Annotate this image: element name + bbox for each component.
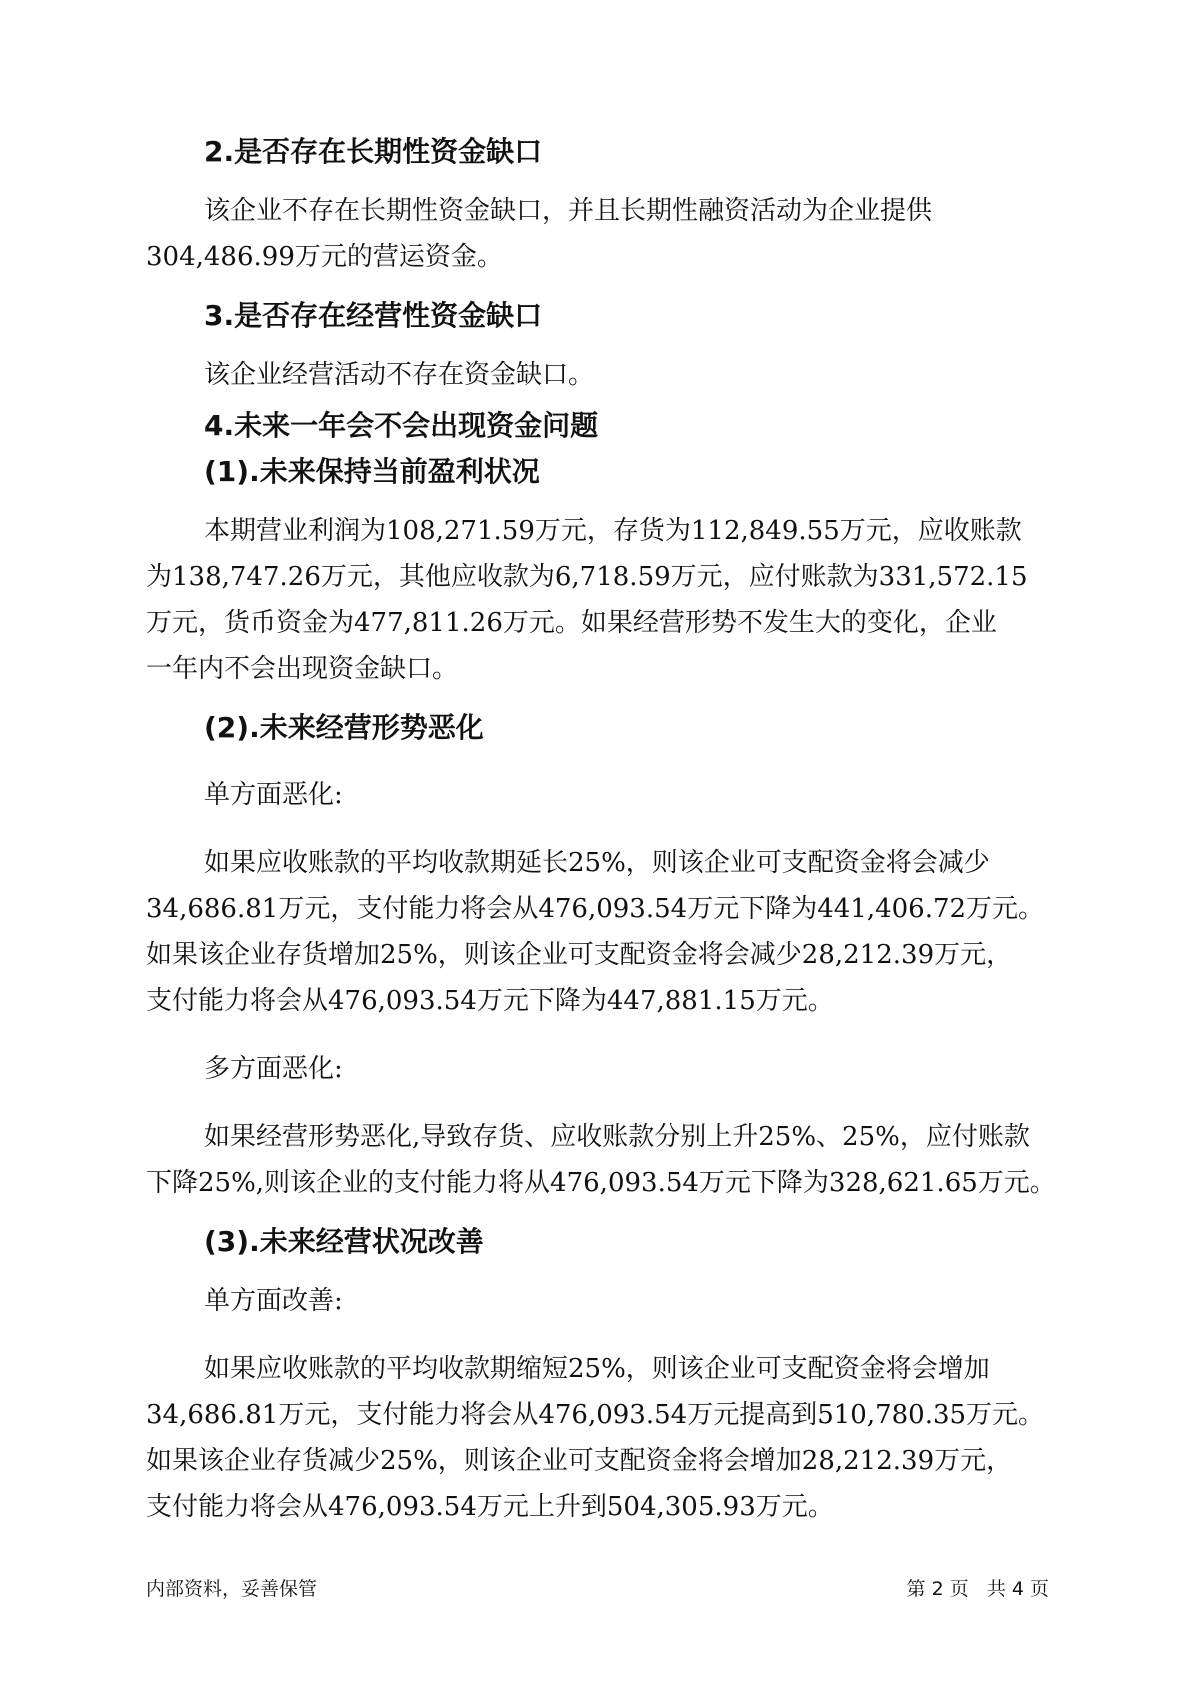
paragraph-line: 多方面恶化: xyxy=(204,1054,343,1084)
paragraph-line: 单方面改善: xyxy=(204,1286,343,1316)
paragraph-line: 304,486.99万元的营运资金。 xyxy=(146,242,503,272)
page-number: 第 2 页 共 4 页 xyxy=(906,1578,1049,1600)
paragraph-line: 本期营业利润为108,271.59万元，存货为112,849.55万元，应收账款 xyxy=(204,516,1022,546)
paragraph-line: 如果应收账款的平均收款期延长25%，则该企业可支配资金将会减少 xyxy=(204,848,990,878)
paragraph-line: 如果该企业存货减少25%，则该企业可支配资金将会增加28,212.39万元， xyxy=(146,1446,1013,1476)
paragraph-line: 支付能力将会从476,093.54万元下降为447,881.15万元。 xyxy=(146,986,834,1016)
paragraph-line: 支付能力将会从476,093.54万元上升到504,305.93万元。 xyxy=(146,1492,834,1522)
section-4-heading: 4.未来一年会不会出现资金问题 xyxy=(204,409,599,442)
paragraph-line: 如果该企业存货增加25%，则该企业可支配资金将会减少28,212.39万元， xyxy=(146,940,1013,970)
paragraph-line: 为138,747.26万元，其他应收款为6,718.59万元，应付账款为331,572.15 xyxy=(146,562,1028,592)
section-2-heading: 2.是否存在长期性资金缺口 xyxy=(204,135,543,168)
paragraph-line: 34,686.81万元，支付能力将会从476,093.54万元提高到510,780.35万元。 xyxy=(146,1400,1045,1430)
paragraph-line: 该企业不存在长期性资金缺口，并且长期性融资活动为企业提供 xyxy=(204,196,933,226)
paragraph-line: 下降25%,则该企业的支付能力将从476,093.54万元下降为328,621.65万元。 xyxy=(146,1168,1056,1198)
section-3-heading: 3.是否存在经营性资金缺口 xyxy=(204,299,543,332)
page-content xyxy=(146,130,1061,1530)
paragraph-line: 该企业经营活动不存在资金缺口。 xyxy=(204,360,595,390)
paragraph-line: 万元，货币资金为477,811.26万元。如果经营形势不发生大的变化，企业 xyxy=(146,608,997,638)
subsection-1-heading: (1).未来保持当前盈利状况 xyxy=(204,455,540,488)
footer-note: 内部资料，妥善保管 xyxy=(146,1578,318,1600)
subsection-2-heading: (2).未来经营形势恶化 xyxy=(204,711,484,744)
paragraph-line: 单方面恶化: xyxy=(204,780,343,810)
paragraph-line: 34,686.81万元，支付能力将会从476,093.54万元下降为441,406.72万元。 xyxy=(146,894,1045,924)
paragraph-line: 如果应收账款的平均收款期缩短25%，则该企业可支配资金将会增加 xyxy=(204,1354,990,1384)
paragraph-line: 如果经营形势恶化,导致存货、应收账款分别上升25%、25%，应付账款 xyxy=(204,1122,1030,1152)
subsection-3-heading: (3).未来经营状况改善 xyxy=(204,1225,484,1258)
paragraph-line: 一年内不会出现资金缺口。 xyxy=(146,654,459,684)
